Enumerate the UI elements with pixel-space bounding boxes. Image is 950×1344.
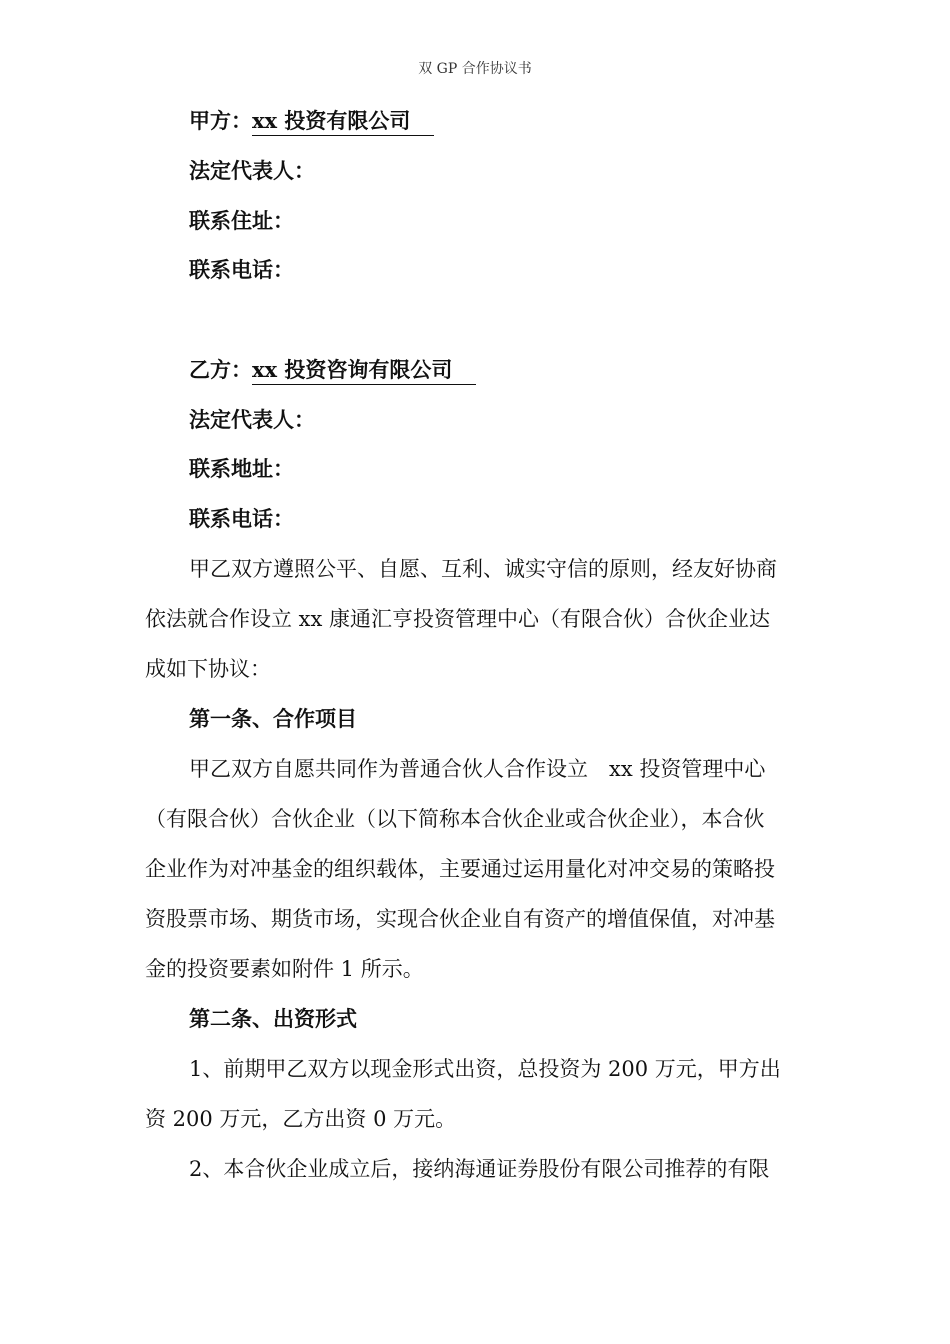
party-b-label: 乙方： (189, 357, 252, 382)
article-1-line: 资股票市场、期货市场，实现合伙企业自有资产的增值保值，对冲基 (145, 907, 775, 931)
article-1-line: 金的投资要素如附件 1 所示。 (145, 957, 424, 981)
page-header: 双 GP 合作协议书 (418, 61, 532, 77)
party-a-legal-rep: 法定代表人： (189, 158, 315, 183)
article-2-line: 1、前期甲乙双方以现金形式出资，总投资为 200 万元，甲方出 (189, 1057, 781, 1081)
party-b-line (189, 356, 476, 385)
party-a-label: 甲方： (189, 108, 252, 133)
article-2-line: 资 200 万元，乙方出资 0 万元。 (145, 1107, 457, 1131)
party-a-line (189, 107, 434, 136)
party-a-name: xx 投资有限公司 (252, 107, 434, 136)
intro-line: 依法就合作设立 xx 康通汇亨投资管理中心（有限合伙）合伙企业达 (145, 607, 771, 631)
article-1-line: 企业作为对冲基金的组织载体，主要通过运用量化对冲交易的策略投 (145, 857, 775, 881)
article-1-line: （有限合伙）合伙企业（以下简称本合伙企业或合伙企业），本合伙 (145, 807, 765, 831)
party-a-address: 联系住址： (189, 208, 294, 233)
party-b-address: 联系地址： (189, 456, 294, 481)
party-b-name: xx 投资咨询有限公司 (252, 356, 476, 385)
party-b-phone: 联系电话： (189, 506, 294, 531)
intro-line: 成如下协议： (145, 657, 271, 681)
article-2-line: 2、本合伙企业成立后，接纳海通证券股份有限公司推荐的有限 (189, 1157, 770, 1181)
article-1-line: 甲乙双方自愿共同作为普通合伙人合作设立 xx 投资管理中心 (189, 757, 766, 781)
article-2-title: 第二条、出资形式 (189, 1006, 357, 1031)
intro-line: 甲乙双方遵照公平、自愿、互利、诚实守信的原则，经友好协商 (189, 557, 777, 581)
party-a-phone: 联系电话： (189, 257, 294, 282)
article-1-title: 第一条、合作项目 (189, 706, 357, 731)
party-b-legal-rep: 法定代表人： (189, 407, 315, 432)
